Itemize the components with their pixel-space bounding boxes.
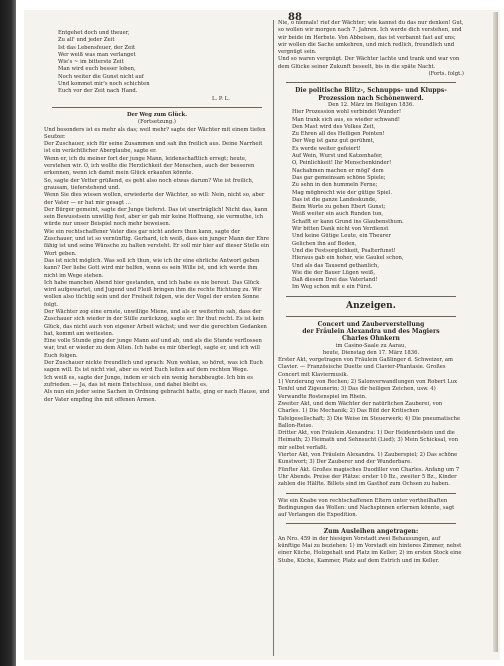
poem-line: Daß diesem Drei das Vaterland! <box>292 277 378 284</box>
poem-line: Mag mögbrecht wie der gütige Spiel. <box>292 189 393 196</box>
story-paragraph: Ich habe manchen Abend hier gestanden, und ich habe es nie bereut. Das Glück wird aufgewartet, und Jugend und Fleiß bringen ihm die rechte Richtung zu. Wir wollen also tüchtig sein und der Freiheit folgen, wie der Vogel der ersten Sonne folgt. <box>44 279 262 308</box>
story-paragraph: Der Zuschauer nickte freundlich und sprach: Nun wohlan, so höret, was ich Euch sagen will. Es ist nicht viel, aber es wird Euch leiten auf dem rechten Wege. <box>44 360 263 374</box>
verse-line: Und kommet mir's noch schichten <box>58 81 150 88</box>
poem-line: Das ist die ganze Landeskunde, <box>292 196 377 203</box>
poem-line: Der Weg ist ganz gut gerühmt, <box>292 138 375 145</box>
poem-line: Gelichen ihn auf Boden, <box>292 240 357 247</box>
poem-line: Zu Ehren all des Heiligen Pointen! <box>292 131 385 138</box>
poem-line: Auf Wein, Wurst und Katzenhafer, <box>292 153 383 160</box>
story-paragraph: Wie ein rechtschaffener Vater dies gar nicht anders thun kann, sagte der Zuschauer, und ist so vernünftig. Gerhard, ich weiß, dass ein junger Mann der Ehre fähig ist und seine Wünsche zu halten versteht. Er soll mir hier auf dieser Stelle ein Wort geben. <box>44 228 270 257</box>
poem-line: Nachahmen machen er mögl' dem <box>292 167 384 174</box>
story-paragraph: Als nun ein jeder seine Sachen in Ordnung gebracht hatte, ging er nach Hause, und der Vater empfing ihn mit offenen Armen. <box>44 389 270 403</box>
poem-line: Zu sehn in den hummeln Ferne; <box>292 182 378 189</box>
story-paragraph: Wenn er, ich du meiner fort der junge Mann, leidenschaftlich erregt; heute, verstehen wir. O, ich wollte die Herzlichkeit der Menschen, auch der besseren erkennen, wenn ich damit mein Glück erkaufen könnte. <box>44 155 255 177</box>
section-rule <box>286 82 456 83</box>
concert-paragraph: Zweiter Akt, und dem Wächter der natürlichen Zauberei, von Charles. 1) Die Mechanik; 2) Das Bild der Kritischen Tafelgesellschaft; 3) Die Weise im Steuerwerk; 4) Die pneumatische Ballon-Reise. <box>278 400 461 429</box>
section-rule <box>286 296 456 297</box>
concert-paragraph: Erster Akt, vorgetragen von Fräulein Gaßlinger d. Schweizer, am Clavier. — Französische Duette und Clavier-Phantasie. Großes Concert mit Klaviermusik. <box>278 357 454 378</box>
story-paragraph: Und so waren vergnügt. Der Wächter lachte und trank und war von dem Glücke seiner Zukunft beseelt, bis in die späte Nacht. <box>278 56 460 70</box>
poem-title: Die politische Blitz-, Schnupps- und Klupps-Prozession nach Schönenwerd. <box>295 87 447 102</box>
verse-line: Ist das Lebensfeuer, der Zeit <box>58 44 136 51</box>
poem-line: Hier Prozession wohl verbindet Wunder! <box>292 109 402 116</box>
left-column <box>44 30 270 658</box>
section-rule <box>286 523 456 524</box>
poem-line: Es werde weiter gefeiert! <box>292 145 361 152</box>
story-paragraph: Und besonders ist es mehr als das; weil mehr? sagte der Wächter mit einem tiefen Seufzer. <box>44 126 266 140</box>
verse-line: Wer weiß was man verlanget <box>58 51 136 58</box>
story-paragraph: Ich weiß es, sagte der Junge, indem er sich ein wenig herabbeugte. Ich bin es zufrieden. — Ja, das ist mein Entschluss, und dabei bleibt es. <box>44 374 253 388</box>
concert-paragraph: Fünfter Akt. Großes magisches Duodiller von Charles. Anfang um 7 Uhr Abends. Preise der Plätze: erster 10 Bz., zweiter 5 Bz., Kinder zahlen die Hälfte. Billets sind im Gasthof zum Ochsen zu haben. <box>278 466 460 488</box>
story-title: Der Weg zum Glück. <box>126 111 188 118</box>
section-rule <box>286 493 456 494</box>
poem-line: Wie die der Bauer Lügen weiß, <box>292 269 376 276</box>
verse-signature: L. P. L. <box>212 95 230 102</box>
concert-magician: Charles Ohnkern <box>342 335 400 343</box>
concert-performers: der Fräulein Alexandra und des Magiers <box>302 327 440 335</box>
story-paragraph: Eine volle Stunde ging der junge Mann auf und ab, und als die Stunde verflossen war, trat er wieder zu dem Alten. Ich habe es mir überlegt, sagte er, und ich will Euch folgen. <box>44 338 262 359</box>
page-number: 88 <box>288 12 302 23</box>
verse-line: Euch vor der Zeit nach Hand. <box>58 88 138 95</box>
verse-line: Zu all' und jeder Zeit <box>58 37 115 44</box>
poem-body <box>278 109 464 291</box>
ads-heading: Anzeigen. <box>346 300 396 311</box>
section-rule <box>52 107 262 108</box>
page-edge <box>493 12 498 652</box>
right-column <box>278 20 464 660</box>
section-rule <box>286 316 456 317</box>
story-paragraph: Nie, o niemals! rief der Wächter; wie kannst du das nur denken! Gut, so wollen wir morgen nach 7. Jahren. Ich werde dich verstehen, und wir beide im Herbste. Von Abbeisen, das ist verbannt fast auf uns; wir wollen die Sache umkehren, und mich redlich, freundlich und vergnügt sein. <box>278 20 464 56</box>
notice-paragraph: Wie ein Knabe von rechtschaffenen Eltern unter vortheilhaften Bedingungen das Wollen: und Nachspinnen erlernen könnte, sagt auf Verlangen die Expedition. <box>278 497 455 519</box>
poem-line: Und als das Tausend gethanlich, <box>292 262 380 269</box>
scan-binding-shadow <box>0 0 16 666</box>
story-subtitle: (Fortsetzung.) <box>138 119 176 126</box>
poem-line: O, Peinlichkeit! Ihr Menschenkinder! <box>292 160 392 167</box>
story-paragraph: Wenn Sie dies wissen wollen, erwiederte der Wächter, so will: Nein, nicht so, aber der Vater — er hat mir gesagt … <box>44 192 265 206</box>
story-paragraph: Der Zuschauer, sich für seine Zusammen und sah ihn freilich aus. Deine Narrheit ist ein verächtlicher Aberglaube, sagte er. <box>44 141 263 155</box>
story-paragraph: Der Wächter zog eine ernste, unwillige Miene, und als er weiterhin sah, dass der Zuschauer sich wieder in der Stille zurückzog, sagte er: Ihr thut recht. Es ist kein Glück, das nicht auch von eigener Arbeit wächst; und wer die gerechten Gedanken hat, kommt am weitesten. <box>44 308 267 337</box>
notice-paragraph: An Nro. 459 in der hiesigen Vorstadt zwei Behausungen, auf künftige Mai zu beziehen: 1) im Vorstadt ein hinteres Zimmer, nebst einer Küche, Holzgehalt und Platz im Keller; 2) im ersten Stock eine Stube, Küche, Kammer, Platz auf dem Estrich und im Keller. <box>278 535 462 564</box>
verse-line: Noch weiter die Gunst nicht auf <box>58 73 144 80</box>
verse-line: Wie's ~ im bitterste Zeit <box>58 59 124 66</box>
column-divider <box>273 20 274 656</box>
poem-line: Man trank sich aus, es wieder schwand! <box>292 116 400 123</box>
concert-paragraph: Dritter Akt, von Fräulein Alexandra: 1) Der Heidenröslein und die Heimath; 2) Heimath und Sehnsucht (Lied); 3) Mein Schicksal, von mir selbst verfaßt. <box>278 430 459 451</box>
poem-line: Weiß weiter ein auch Runden tun, <box>292 211 384 218</box>
concert-date: heute, Dienstag den 17. März 1836. <box>322 349 420 356</box>
continued-note: (Forts. folgt.) <box>428 71 464 78</box>
poem-line: Hieraus gab ein hoher, wie Gaukel schon, <box>292 255 404 262</box>
poem-line: Im Weg schon mit e ein Fürst. <box>292 284 373 291</box>
poem-subtitle: Den 12. März im Heiligen 1836. <box>328 101 414 108</box>
concert-venue: im Casino-Saale zu Aarau, <box>335 342 407 349</box>
story-paragraph: So, sagte der Vetter grüßend, es geht also noch etwas darum? Wie ist freilich, grausam, tieferstehend und. <box>44 177 254 191</box>
poem-line: Das gar gemeinsam schöne Spiele; <box>292 174 386 181</box>
concert-paragraph: 1) Verzierung von Rechen; 2) Salonverwandlungen von Robert Lux Tenfel und Zigeunerin; 3) Das dir heiligen Zeichen, usw. 4) Verwandte Rostenspiel im Rhein. <box>278 379 458 400</box>
story-paragraph: Das ist nicht möglich. Was soll ich thun, wie ich ihr eine ehrliche Antwort geben kann? Der liebe Gott wird mir helfen, wenn es sein Wille ist, und ich werde ihm nicht im Wege stehen. <box>44 257 260 279</box>
opening-verse <box>44 30 270 96</box>
poem-line: Den Mast wird des Volkes Zeit, <box>292 123 376 130</box>
poem-line: Wir bitten Dank nicht von Verdienst <box>292 226 389 233</box>
poem-line: Schafft er kann Grund ins Glaubensthum. <box>292 218 404 225</box>
concert-paragraph: Vierter Akt, von Fräulein Alexandra. 1) Zauberspiel; 2) Das schöne Kunstwort; 3) Der Zauberer und der Wunderbare. <box>278 452 458 466</box>
notice-heading: Zum Ausleihen angetragen: <box>323 528 419 536</box>
poem-line: Und die Festsorglichkeit, Psalterfunst! <box>292 247 396 254</box>
poem-line: Beim Worte zu gehen Ebert Gunst; <box>292 204 386 211</box>
concert-title: Concert und Zauberverstellung <box>317 320 425 328</box>
poem-line: Und keine Gütige Leute, ein Theurer <box>292 233 391 240</box>
story-paragraph: Der Bürger gemeint, sagte der Junge tieferst. Das ist unerträglich! Nicht das, kann sein Bewusstsein unwillig fest, aber er gab mir keine Hoffnung, sie vermuthe, ich würde nur unser Beispiel noch mehr beweisen. <box>44 206 268 228</box>
verse-line: Man wird euch besser loben, <box>58 66 136 73</box>
verse-line: Entgehet doch und theuer, <box>58 30 130 36</box>
